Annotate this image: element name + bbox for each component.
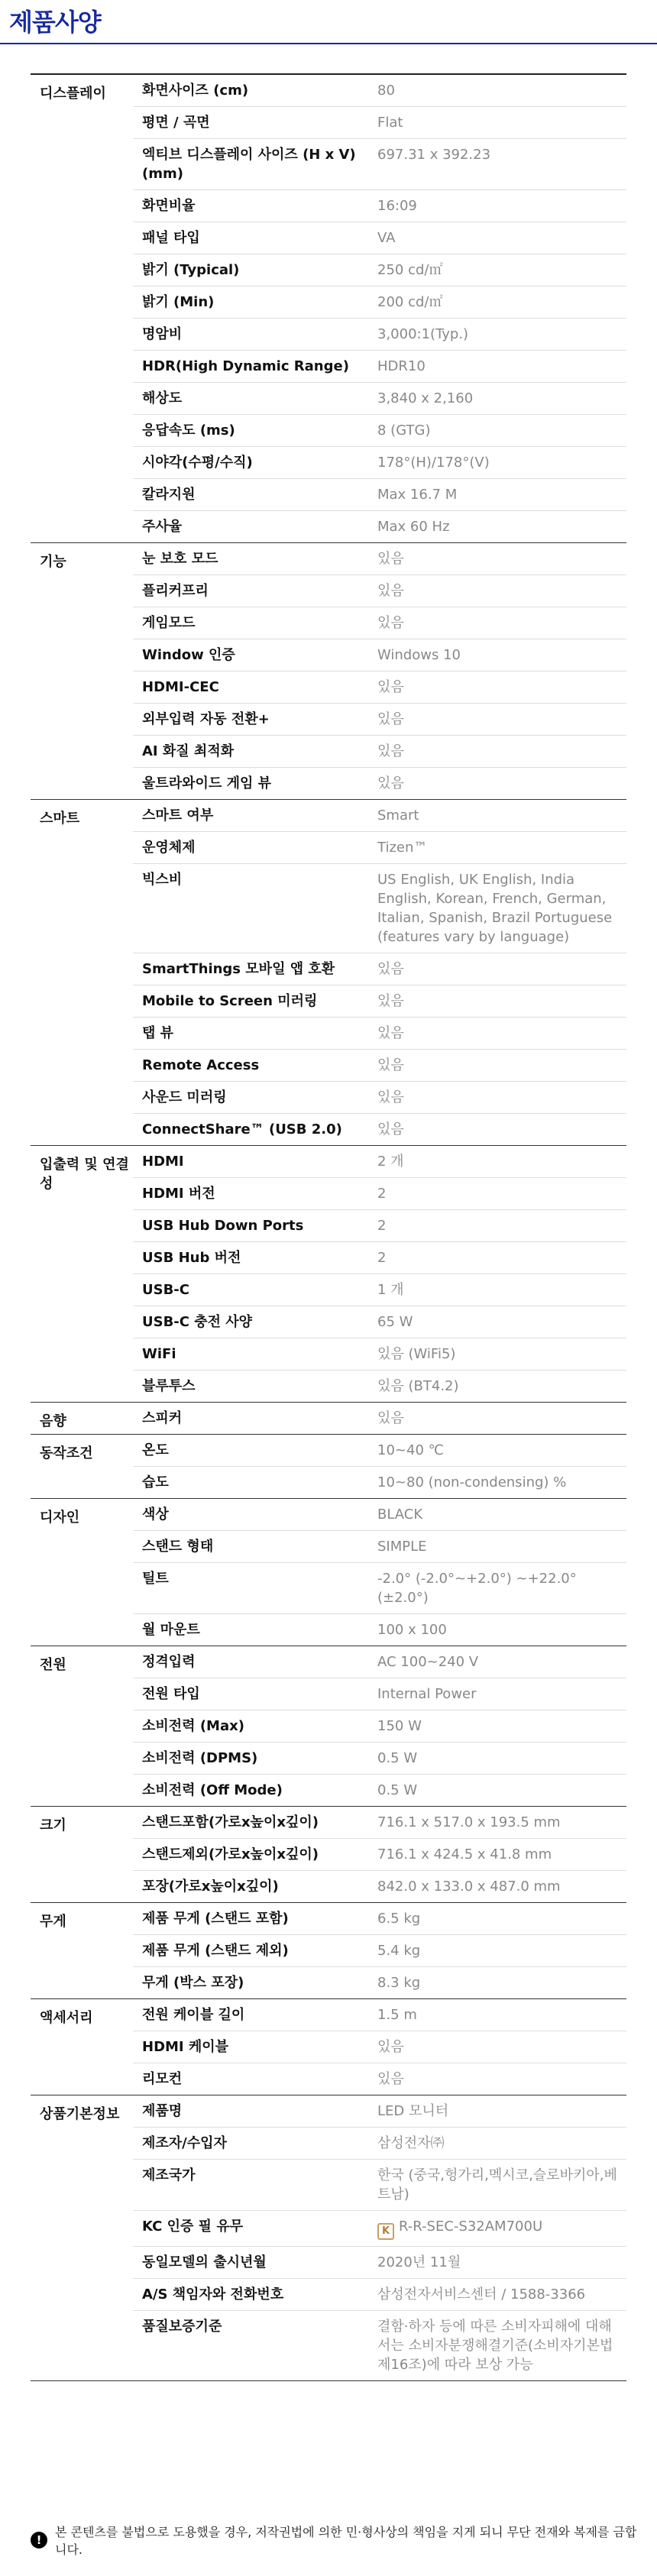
spec-value: 10~40 ℃ xyxy=(377,1442,444,1458)
spec-row xyxy=(133,1742,626,1774)
spec-label: 스피커 xyxy=(142,1410,183,1426)
spec-value: 842.0 x 133.0 x 487.0 mm xyxy=(377,1879,561,1895)
spec-category: 무게 xyxy=(40,1914,66,1930)
kc-mark-icon: K xyxy=(377,2223,394,2240)
spec-label: 전원 케이블 길이 xyxy=(142,2007,245,2023)
spec-value: 있음 xyxy=(377,583,404,599)
spec-label: 패널 타입 xyxy=(142,230,200,246)
spec-value: 0.5 W xyxy=(377,1750,418,1766)
spec-row xyxy=(133,2210,626,2246)
spec-row xyxy=(133,543,626,574)
spec-value: LED 모니터 xyxy=(377,2103,449,2119)
spec-row xyxy=(133,318,626,350)
spec-group xyxy=(31,543,626,800)
spec-row xyxy=(133,1966,626,1998)
spec-row xyxy=(133,1241,626,1273)
spec-value: 1 개 xyxy=(377,1282,404,1298)
spec-row xyxy=(133,831,626,863)
spec-value: 있음 xyxy=(377,1121,404,1138)
spec-label: 플리커프리 xyxy=(142,583,209,599)
spec-value: 있음 xyxy=(377,1410,404,1426)
spec-group xyxy=(31,1499,626,1646)
spec-row xyxy=(133,985,626,1017)
spec-label: 스탠드포함(가로x높이x깊이) xyxy=(142,1814,319,1830)
spec-row xyxy=(133,1934,626,1966)
spec-row xyxy=(133,1838,626,1870)
spec-row xyxy=(133,222,626,254)
spec-category: 크기 xyxy=(40,1817,66,1833)
spec-label: 화면사이즈 (cm) xyxy=(142,83,249,99)
spec-value: Windows 10 xyxy=(377,647,461,663)
spec-row xyxy=(133,1273,626,1306)
spec-value: 10~80 (non-condensing) % xyxy=(377,1474,567,1490)
spec-row xyxy=(133,414,626,446)
spec-label: 제조자/수입자 xyxy=(142,2135,227,2151)
spec-label: 습도 xyxy=(142,1474,169,1490)
spec-row xyxy=(133,1370,626,1402)
spec-row xyxy=(133,2278,626,2310)
spec-row xyxy=(133,1646,626,1678)
spec-row xyxy=(133,1017,626,1049)
spec-row xyxy=(133,189,626,222)
spec-label: 외부입력 자동 전환+ xyxy=(142,711,270,727)
spec-label: 스탠드제외(가로x높이x깊이) xyxy=(142,1846,319,1862)
spec-label: 탭 뷰 xyxy=(142,1025,174,1041)
spec-value: 있음 xyxy=(377,775,404,791)
spec-label: WiFi xyxy=(142,1346,176,1362)
spec-label: 게임모드 xyxy=(142,615,196,631)
spec-label: 시야각(수평/수직) xyxy=(142,455,253,471)
spec-row xyxy=(133,1774,626,1806)
spec-label: HDMI 버전 xyxy=(142,1186,215,1202)
spec-value: 있음 (BT4.2) xyxy=(377,1378,459,1394)
spec-row xyxy=(133,2031,626,2063)
spec-row xyxy=(133,767,626,799)
spec-value: 178°(H)/178°(V) xyxy=(377,455,490,471)
spec-value: 있음 xyxy=(377,961,404,977)
spec-group xyxy=(31,800,626,1146)
spec-row xyxy=(133,671,626,703)
spec-value: 있음 xyxy=(377,2039,404,2055)
spec-label: Window 인증 xyxy=(142,647,235,663)
spec-label: 해상도 xyxy=(142,390,183,406)
spec-label: 제품명 xyxy=(142,2103,183,2119)
spec-value: 16:09 xyxy=(377,198,417,214)
spec-row xyxy=(133,1903,626,1934)
spec-label: 블루투스 xyxy=(142,1378,196,1394)
spec-group xyxy=(31,1999,626,2095)
spec-label: 평면 / 곡면 xyxy=(142,115,210,131)
spec-row xyxy=(133,350,626,382)
spec-value: 2 개 xyxy=(377,1154,404,1170)
spec-label: 포장(가로x높이x깊이) xyxy=(142,1879,279,1895)
spec-label: 밝기 (Min) xyxy=(142,294,215,310)
spec-value: 716.1 x 517.0 x 193.5 mm xyxy=(377,1814,561,1830)
spec-value: 있음 xyxy=(377,2071,404,2087)
spec-label: HDR(High Dynamic Range) xyxy=(142,358,349,374)
page-header xyxy=(0,0,657,44)
spec-value: 2020년 11월 xyxy=(377,2254,461,2270)
spec-category: 상품기본정보 xyxy=(40,2106,120,2122)
spec-label: 스마트 여부 xyxy=(142,807,214,824)
spec-row xyxy=(133,286,626,318)
spec-row xyxy=(133,138,626,189)
spec-label: 울트라와이드 게임 뷰 xyxy=(142,775,272,791)
page-title: 제품사양 xyxy=(9,8,101,37)
spec-row xyxy=(133,574,626,607)
spec-row xyxy=(133,1466,626,1498)
spec-value: 0.5 W xyxy=(377,1782,418,1798)
spec-label: USB Hub 버전 xyxy=(142,1250,241,1266)
spec-value: -2.0° (-2.0°~+2.0°) ~+22.0° (±2.0°) xyxy=(377,1571,577,1606)
spec-row xyxy=(133,1807,626,1838)
spec-value: 80 xyxy=(377,83,395,99)
spec-row xyxy=(133,1306,626,1338)
spec-category: 음향 xyxy=(40,1413,66,1429)
spec-category: 스마트 xyxy=(40,811,80,827)
spec-value: 결함·하자 등에 따른 소비자피해에 대해서는 소비자분쟁해결기준(소비자기본법 제16조)에 따라 보상 가능 xyxy=(377,2319,613,2373)
spec-row xyxy=(133,382,626,414)
spec-label: USB-C xyxy=(142,1282,189,1298)
spec-label: 밝기 (Typical) xyxy=(142,262,240,278)
spec-value: 716.1 x 424.5 x 41.8 mm xyxy=(377,1846,552,1862)
spec-label: 사운드 미러링 xyxy=(142,1089,227,1105)
spec-value: 2 xyxy=(377,1250,387,1266)
spec-category: 디스플레이 xyxy=(40,86,106,102)
spec-label: 전원 타입 xyxy=(142,1686,200,1702)
spec-category: 기능 xyxy=(40,554,66,570)
spec-value: VA xyxy=(377,230,396,246)
spec-value: 3,000:1(Typ.) xyxy=(377,326,469,342)
spec-row xyxy=(133,1562,626,1613)
spec-label: SmartThings 모바일 앱 호환 xyxy=(142,961,335,977)
spec-label: 소비전력 (DPMS) xyxy=(142,1750,258,1766)
spec-label: USB-C 충전 사양 xyxy=(142,1314,253,1330)
spec-label: 틸트 xyxy=(142,1571,169,1587)
spec-row xyxy=(133,446,626,478)
spec-group xyxy=(31,1903,626,1999)
spec-label: 빅스비 xyxy=(142,872,183,888)
spec-row xyxy=(133,863,626,953)
spec-value: Max 60 Hz xyxy=(377,519,450,535)
spec-row xyxy=(133,1678,626,1710)
spec-label: A/S 책임자와 전화번호 xyxy=(142,2286,284,2303)
spec-group xyxy=(31,2095,626,2381)
spec-row xyxy=(133,1081,626,1113)
spec-value: 있음 xyxy=(377,551,404,567)
spec-label: HDMI-CEC xyxy=(142,679,219,695)
spec-value: 있음 xyxy=(377,1089,404,1105)
spec-label: 소비전력 (Max) xyxy=(142,1718,244,1734)
spec-label: 응답속도 (ms) xyxy=(142,422,235,439)
spec-row xyxy=(133,2095,626,2127)
spec-value: 2 xyxy=(377,1218,387,1234)
spec-category: 동작조건 xyxy=(40,1445,93,1461)
spec-label: 색상 xyxy=(142,1506,169,1523)
spec-table xyxy=(31,73,626,2381)
spec-label: 눈 보호 모드 xyxy=(142,551,218,567)
spec-label: 무게 (박스 포장) xyxy=(142,1975,244,1991)
spec-value: 250 cd/㎡ xyxy=(377,262,443,278)
spec-row xyxy=(133,953,626,985)
spec-value: AC 100~240 V xyxy=(377,1654,479,1670)
spec-label: 주사율 xyxy=(142,519,183,535)
spec-value: Max 16.7 M xyxy=(377,487,458,503)
spec-category: 디자인 xyxy=(40,1510,80,1526)
spec-row xyxy=(133,1113,626,1145)
spec-row xyxy=(133,106,626,138)
spec-label: KC 인증 필 유무 xyxy=(142,2218,244,2235)
spec-label: 정격입력 xyxy=(142,1654,196,1670)
spec-value: 있음 xyxy=(377,711,404,727)
spec-row xyxy=(133,1870,626,1902)
spec-label: 동일모델의 출시년월 xyxy=(142,2254,267,2270)
spec-label: 소비전력 (Off Mode) xyxy=(142,1782,283,1798)
spec-row xyxy=(133,2159,626,2210)
spec-label: 화면비율 xyxy=(142,198,196,214)
spec-category: 전원 xyxy=(40,1657,66,1673)
warning-icon: ! xyxy=(31,2532,47,2548)
spec-label: HDMI xyxy=(142,1154,184,1170)
spec-value: 있음 xyxy=(377,993,404,1009)
spec-value: 있음 xyxy=(377,1025,404,1041)
spec-group xyxy=(31,1146,626,1403)
spec-label: Mobile to Screen 미러링 xyxy=(142,993,318,1009)
spec-value: 삼성전자㈜ xyxy=(377,2135,445,2151)
spec-group xyxy=(31,1807,626,1903)
spec-label: Remote Access xyxy=(142,1057,260,1073)
spec-value: 8 (GTG) xyxy=(377,422,431,439)
spec-label: 명암비 xyxy=(142,326,183,342)
spec-value: 5.4 kg xyxy=(377,1943,421,1959)
spec-value xyxy=(377,2211,626,2246)
spec-value: Smart xyxy=(377,807,419,824)
spec-value: 2 xyxy=(377,1186,387,1202)
spec-group xyxy=(31,1403,626,1435)
spec-label: ConnectShare™ (USB 2.0) xyxy=(142,1121,342,1138)
spec-value: Internal Power xyxy=(377,1686,477,1702)
spec-group xyxy=(31,1646,626,1807)
spec-label: 리모컨 xyxy=(142,2071,183,2087)
spec-value: 100 x 100 xyxy=(377,1622,447,1638)
spec-value: 200 cd/㎡ xyxy=(377,294,443,310)
spec-row xyxy=(133,1049,626,1081)
spec-category: 액세서리 xyxy=(40,2010,93,2026)
spec-row xyxy=(133,1209,626,1241)
spec-row xyxy=(133,1999,626,2031)
spec-row xyxy=(133,1177,626,1209)
spec-row xyxy=(133,254,626,286)
spec-category: 입출력 및 연결성 xyxy=(40,1157,129,1192)
copyright-notice xyxy=(31,2523,642,2558)
spec-row xyxy=(133,1613,626,1646)
spec-value: 있음 xyxy=(377,615,404,631)
spec-row xyxy=(133,2310,626,2380)
spec-group xyxy=(31,1435,626,1499)
spec-row xyxy=(133,1530,626,1562)
spec-row xyxy=(133,703,626,735)
spec-value: SIMPLE xyxy=(377,1539,427,1555)
spec-label: 제품 무게 (스탠드 제외) xyxy=(142,1943,289,1959)
spec-row xyxy=(133,607,626,639)
spec-row xyxy=(133,1403,626,1434)
spec-label: 운영체제 xyxy=(142,840,196,856)
spec-row xyxy=(133,639,626,671)
spec-value: 한국 (중국,헝가리,멕시코,슬로바키아,베트남) xyxy=(377,2167,617,2202)
spec-value: Flat xyxy=(377,115,403,131)
spec-row xyxy=(133,1146,626,1177)
spec-label: 제조국가 xyxy=(142,2167,196,2183)
spec-group xyxy=(31,75,626,543)
spec-value: 6.5 kg xyxy=(377,1911,421,1927)
spec-value: HDR10 xyxy=(377,358,426,374)
spec-row xyxy=(133,800,626,831)
spec-label: 제품 무게 (스탠드 포함) xyxy=(142,1911,289,1927)
spec-row xyxy=(133,1499,626,1530)
spec-value: 65 W xyxy=(377,1314,413,1330)
spec-row xyxy=(133,1338,626,1370)
spec-value: Tizen™ xyxy=(377,840,428,856)
spec-row xyxy=(133,735,626,767)
spec-row xyxy=(133,2127,626,2159)
spec-label: 칼라지원 xyxy=(142,487,196,503)
spec-label: 엑티브 디스플레이 사이즈 (H x V)(mm) xyxy=(142,147,356,182)
spec-value: BLACK xyxy=(377,1506,423,1523)
spec-row xyxy=(133,2246,626,2278)
spec-label: 스탠드 형태 xyxy=(142,1539,214,1555)
spec-value: 1.5 m xyxy=(377,2007,417,2023)
spec-label: 온도 xyxy=(142,1442,169,1458)
spec-value: 삼성전자서비스센터 / 1588-3366 xyxy=(377,2286,586,2303)
spec-row xyxy=(133,478,626,510)
spec-value: 697.31 x 392.23 xyxy=(377,147,491,163)
spec-value-text: R-R-SEC-S32AM700U xyxy=(399,2218,543,2235)
spec-row xyxy=(133,75,626,106)
spec-label: 월 마운트 xyxy=(142,1622,200,1638)
spec-value: 150 W xyxy=(377,1718,422,1734)
spec-label: 품질보증기준 xyxy=(142,2319,222,2335)
spec-row xyxy=(133,1710,626,1742)
spec-label: USB Hub Down Ports xyxy=(142,1218,304,1234)
spec-row xyxy=(133,2063,626,2095)
spec-row xyxy=(133,1435,626,1466)
notice-text: 본 콘텐츠를 불법으로 도용했을 경우, 저작권법에 의한 민·형사상의 책임을 지게 되니 무단 전재와 복제를 금합니다. xyxy=(55,2525,637,2557)
spec-value: 있음 (WiFi5) xyxy=(377,1346,456,1362)
spec-row xyxy=(133,510,626,542)
spec-value: 8.3 kg xyxy=(377,1975,421,1991)
spec-value: 3,840 x 2,160 xyxy=(377,390,474,406)
spec-value: 있음 xyxy=(377,679,404,695)
spec-value: US English, UK English, India English, Korean, French, German, Italian, Spanish, Brazil Portuguese (features vary by language) xyxy=(377,872,613,945)
spec-value: 있음 xyxy=(377,1057,404,1073)
spec-label: HDMI 케이블 xyxy=(142,2039,229,2055)
spec-value: 있음 xyxy=(377,743,404,759)
spec-label: AI 화질 최적화 xyxy=(142,743,235,759)
